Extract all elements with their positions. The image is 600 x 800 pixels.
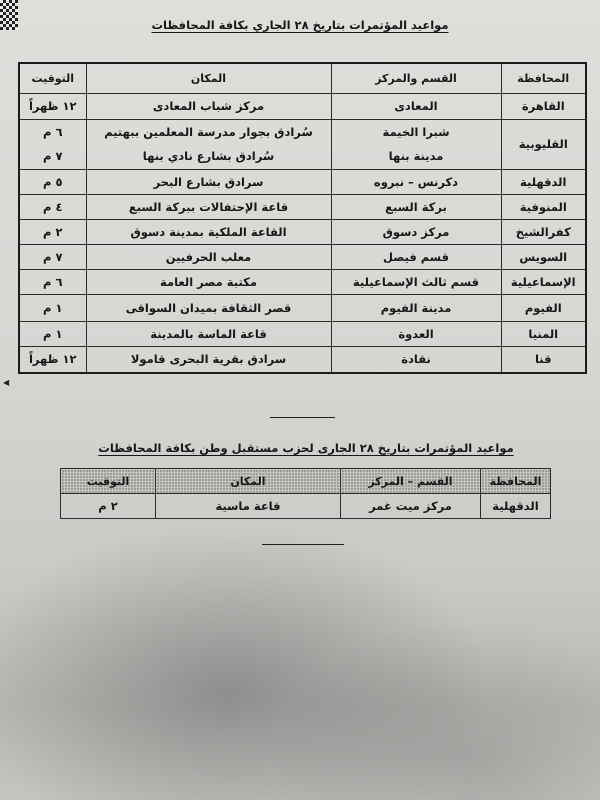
cell-place [86,194,331,219]
place-line: مكتبة مصر العامة [160,274,257,289]
table-row [19,93,586,119]
header-time: التوقيت [61,469,156,494]
time-line: ٤ م [43,199,63,214]
cell-time [19,169,86,194]
time-line: ١٢ ظهراً [28,99,77,113]
title-text: مواعيد المؤتمرات بتاريخ ٢٨ الجاري بكافة المحافظات [151,18,449,32]
district-line: مركز دسوق [382,224,450,239]
district-line: بركة السبع [385,199,447,214]
cell-district [331,321,501,346]
cell-place [86,294,331,321]
cell-time [19,219,86,244]
district-line: مدينة بنها [388,149,444,163]
cell-governorate: السويس [501,244,586,269]
table-row [19,169,586,194]
time-line: ١ م [43,326,63,341]
time-line: ٥ م [43,174,63,189]
district-line: قسم ثالث الإسماعيلية [352,274,480,289]
place-line: سرادق بقرية البحرى قامولا [130,352,287,367]
place-line: سُرادق بجوار مدرسة المعلمين ببهتيم [104,125,313,139]
cell-governorate: الدقهلية [501,169,586,194]
cell-governorate: قنا [501,346,586,373]
table-row [19,321,586,346]
cell-place: قاعة ماسية [156,494,341,519]
cell-district [331,119,501,169]
separator-line [270,417,335,418]
time-line: ٢ م [43,224,63,239]
cell-time [19,93,86,119]
cell-district [331,269,501,294]
time-line: ١ م [43,300,63,315]
header-place: المكان [86,63,331,93]
header-governorate: المحافظة [481,469,551,494]
cell-time [19,294,86,321]
table-row [19,219,586,244]
place-line: سُرادق بشارع نادي بنها [142,149,275,163]
table-row [61,494,551,519]
title-conferences [0,17,600,33]
district-line: المعادى [394,99,438,113]
cell-place [86,346,331,373]
cell-governorate: الإسماعيلية [501,269,586,294]
cell-governorate: الدقهلية [481,494,551,519]
table-row [19,194,586,219]
cell-governorate: القاهرة [501,93,586,119]
cell-place [86,321,331,346]
separator-line [262,544,344,545]
cell-district: مركز ميت غمر [341,494,481,519]
cell-district [331,194,501,219]
cell-governorate: القليوبية [501,119,586,169]
place-line: القاعة الملكية بمدينة دسوق [130,224,287,239]
triangle-marker-icon: ◀ [3,378,10,387]
cell-time [19,119,86,169]
table-row [19,244,586,269]
cell-governorate: الفيوم [501,294,586,321]
cell-district [331,93,501,119]
cell-district [331,219,501,244]
cell-district [331,244,501,269]
cell-place [86,244,331,269]
place-line: مركز شباب المعادى [152,99,265,113]
table-header-row [19,63,586,93]
time-line: ٦ م [43,125,63,139]
cell-time [19,269,86,294]
district-line: نقادة [401,352,431,367]
district-line: مدينة الفيوم [380,300,452,315]
header-governorate: المحافظة [501,63,586,93]
cell-place [86,93,331,119]
district-line: العدوة [398,326,434,341]
cell-place [86,119,331,169]
cell-time [19,346,86,373]
time-line: ٧ م [43,249,63,264]
cell-governorate: المنيا [501,321,586,346]
table-row [19,294,586,321]
header-district: القسم والمركز [331,63,501,93]
place-line: معلب الحرفيين [165,249,252,264]
time-line: ٧ م [43,149,63,163]
header-district: القسم – المركز [341,469,481,494]
cell-governorate: المنوفية [501,194,586,219]
table-header-row [61,469,551,494]
time-line: ١٢ ظهراً [28,352,77,367]
title-party-conferences [6,440,600,456]
place-line: قاعة الماسة بالمدينة [150,326,267,341]
place-line: سرادق بشارع البحر [153,174,264,189]
party-conferences-table [60,468,551,519]
header-place: المكان [156,469,341,494]
district-line: قسم فيصل [382,249,450,264]
cell-district [331,294,501,321]
district-line: شبرا الخيمة [382,125,450,139]
cell-governorate: كفرالشيخ [501,219,586,244]
cell-district [331,169,501,194]
cell-place [86,169,331,194]
table-row [19,346,586,373]
header-time: التوقيت [19,63,86,93]
cell-place [86,219,331,244]
time-line: ٦ م [43,274,63,289]
cell-place [86,269,331,294]
cell-district [331,346,501,373]
place-line: قاعة الإحتفالات ببركة السبع [128,199,289,214]
table-row [19,269,586,294]
cell-time [19,321,86,346]
conferences-table [18,62,587,374]
cell-time [19,194,86,219]
table-row [19,119,586,169]
title-text: مواعيد المؤتمرات بتاريخ ٢٨ الجارى لحزب مستقبل وطن بكافة المحافظات [98,441,514,455]
place-line: قصر الثقافة بميدان السواقى [125,300,292,315]
district-line: دكرنس – نبروه [373,174,459,189]
cell-time [19,244,86,269]
cell-time: ٢ م [61,494,156,519]
